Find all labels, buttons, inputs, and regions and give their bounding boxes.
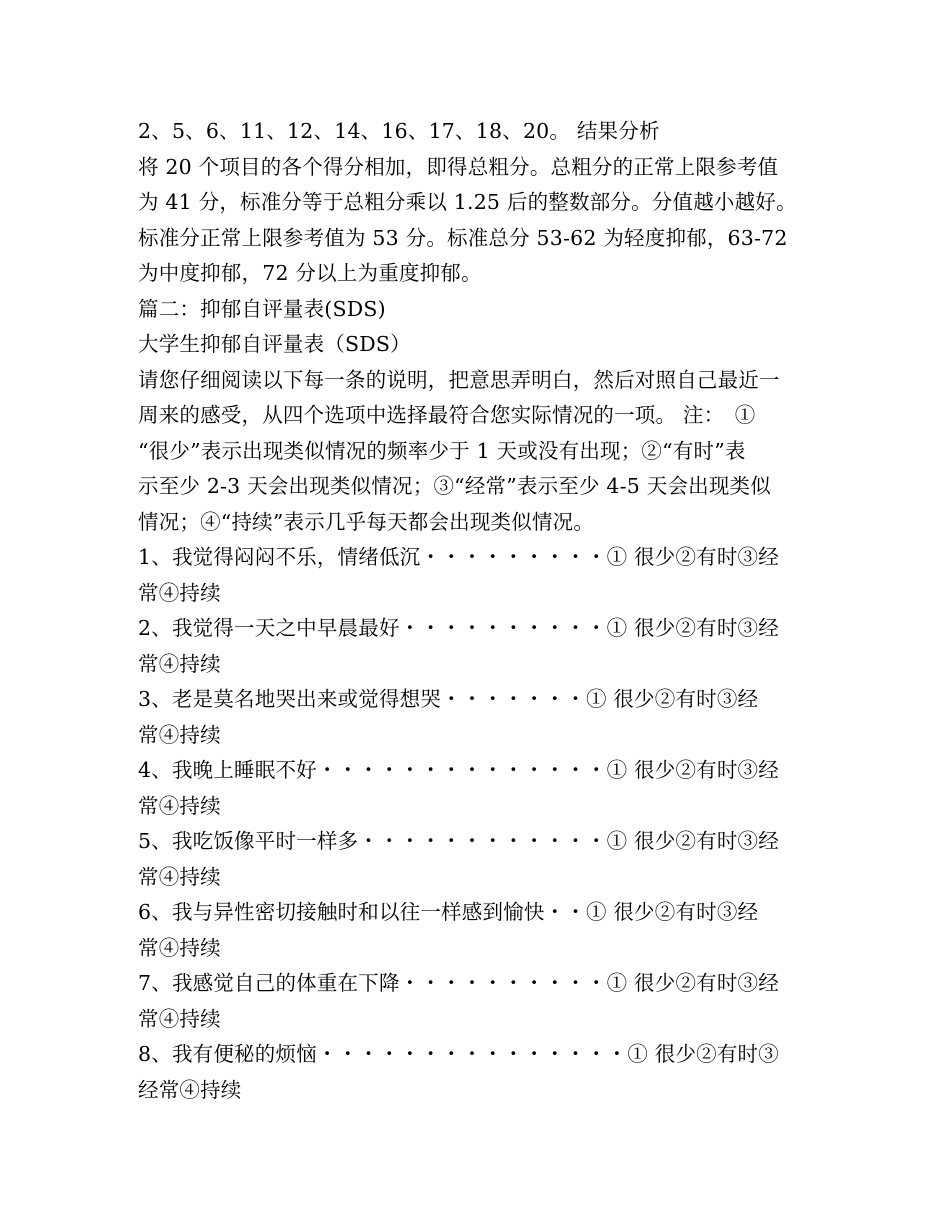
question-options: 经常④持续	[138, 1078, 242, 1102]
text-line: 为中度抑郁，72 分以上为重度抑郁。	[138, 261, 482, 285]
text-line: 标准分正常上限参考值为 53 分。标准总分 53-62 为轻度抑郁，63-72	[138, 226, 788, 250]
question-item: 1、我觉得闷闷不乐，情绪低沉・・・・・・・・・① 很少②有时③经	[138, 545, 779, 569]
question-options: 常④持续	[138, 865, 221, 889]
text-line: 情况；④“持续”表示几乎每天都会出现类似情况。	[138, 510, 595, 534]
question-item: 7、我感觉自己的体重在下降・・・・・・・・・・① 很少②有时③经	[138, 971, 779, 995]
text-line: 将 20 个项目的各个得分相加，即得总粗分。总粗分的正常上限参考值	[138, 155, 779, 179]
text-line: 周来的感受，从四个选项中选择最符合您实际情况的一项。 注： ①	[138, 403, 756, 427]
text-line: “很少”表示出现类似情况的频率少于 1 天或没有出现；②“有时”表	[138, 439, 746, 463]
question-options: 常④持续	[138, 652, 221, 676]
subsection-title: 大学生抑郁自评量表（SDS）	[138, 332, 411, 356]
text-line: 示至少 2-3 天会出现类似情况；③“经常”表示至少 4-5 天会出现类似	[138, 474, 771, 498]
question-options: 常④持续	[138, 936, 221, 960]
question-options: 常④持续	[138, 1007, 221, 1031]
question-options: 常④持续	[138, 581, 221, 605]
question-item: 2、我觉得一天之中早晨最好・・・・・・・・・・① 很少②有时③经	[138, 616, 779, 640]
question-options: 常④持续	[138, 794, 221, 818]
text-line: 2、5、6、11、12、14、16、17、18、20。 结果分析	[138, 119, 660, 143]
section-title: 篇二：抑郁自评量表(SDS)	[138, 297, 386, 321]
question-item: 5、我吃饭像平时一样多・・・・・・・・・・・・① 很少②有时③经	[138, 829, 779, 853]
text-line: 请您仔细阅读以下每一条的说明，把意思弄明白，然后对照自己最近一	[138, 368, 780, 392]
question-item: 8、我有便秘的烦恼・・・・・・・・・・・・・・・① 很少②有时③	[138, 1042, 779, 1066]
question-item: 4、我晚上睡眠不好・・・・・・・・・・・・・・① 很少②有时③经	[138, 758, 779, 782]
question-item: 6、我与异性密切接触时和以往一样感到愉快・・① 很少②有时③经	[138, 900, 759, 924]
text-line: 为 41 分，标准分等于总粗分乘以 1.25 后的整数部分。分值越小越好。	[138, 190, 797, 214]
question-item: 3、老是莫名地哭出来或觉得想哭・・・・・・・① 很少②有时③经	[138, 687, 759, 711]
question-options: 常④持续	[138, 723, 221, 747]
